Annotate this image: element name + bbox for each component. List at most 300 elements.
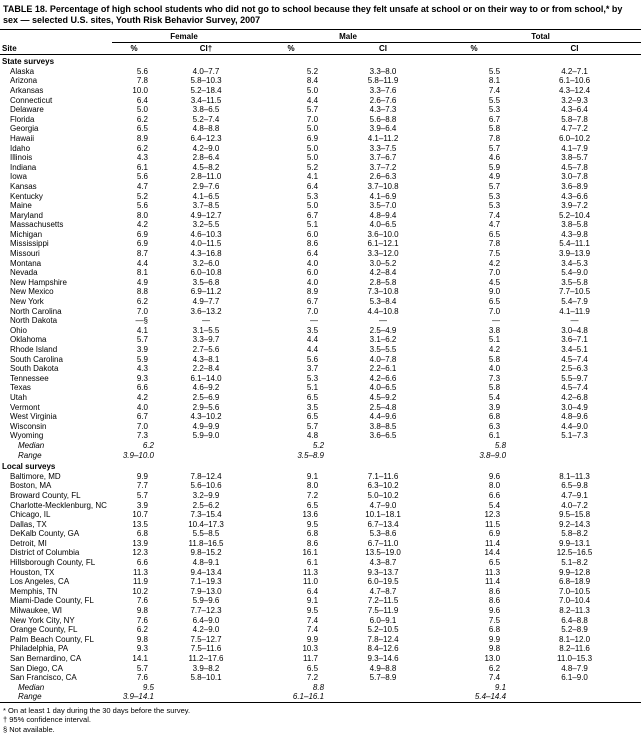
- ci-cell: 4.9–7.7: [192, 297, 220, 307]
- pct-cell: 6.6: [488, 490, 501, 500]
- table-row: [0, 654, 641, 664]
- ci-cell: 11.2–17.6: [188, 654, 224, 663]
- pct-cell: 6.6: [136, 558, 148, 568]
- site-cell: Indiana: [10, 162, 37, 172]
- ci-cell: 3.1–5.5: [192, 325, 220, 335]
- pct-cell: 3.5: [306, 325, 319, 335]
- summary-value-cell: 3.9–14.1: [122, 692, 154, 702]
- pct-cell: 6.4: [306, 586, 319, 596]
- pct-cell: 5.1: [306, 383, 319, 393]
- pct-cell: 5.2: [136, 191, 148, 201]
- pct-cell: 8.0: [136, 210, 148, 220]
- ci-cell: 5.4–11.1: [559, 239, 590, 249]
- ci-cell: 3.0–4.9: [561, 402, 588, 412]
- ci-cell: 3.0–5.2: [369, 258, 397, 268]
- table-row: [0, 577, 641, 587]
- pct-cell: 7.5: [488, 615, 501, 625]
- pct-cell: 5.7: [488, 181, 501, 191]
- pct-cell: 4.3: [136, 364, 148, 374]
- ci-cell: 4.4–9.6: [369, 412, 397, 422]
- pct-cell: 9.8: [136, 606, 148, 616]
- table-row: [0, 67, 641, 77]
- pct-cell: 12.3: [484, 510, 501, 520]
- pct-cell: 7.4: [306, 625, 319, 635]
- site-cell: Massachusetts: [10, 220, 64, 230]
- ci-cell: 6.3–10.2: [367, 481, 399, 491]
- pct-cell: 6.6: [136, 383, 148, 393]
- pct-cell: 5.8: [488, 383, 501, 393]
- table-row: [0, 144, 641, 154]
- summary-row: [0, 451, 641, 461]
- ci-cell: 2.5–6.9: [192, 392, 220, 402]
- table-row: [0, 383, 641, 393]
- ci-cell: 3.6–7.1: [561, 335, 588, 345]
- pct-cell: 4.9: [488, 172, 501, 182]
- pct-cell: 5.0: [306, 153, 319, 163]
- ci-cell: 7.8–12.4: [190, 471, 222, 481]
- site-cell: San Bernardino, CA: [10, 654, 82, 663]
- pct-cell: 8.1: [488, 76, 501, 86]
- pct-cell: 7.7: [136, 481, 148, 491]
- site-cell: Hawaii: [10, 133, 35, 143]
- site-cell: West Virginia: [10, 412, 57, 422]
- ci-cell: 4.0–6.5: [369, 220, 397, 230]
- site-cell: DeKalb County, GA: [10, 529, 80, 539]
- table-row: [0, 501, 641, 511]
- pct-cell: 5.5: [488, 66, 501, 76]
- ci-cell: 3.2–9.9: [192, 490, 220, 500]
- ci-cell: 7.1–19.3: [190, 577, 222, 587]
- table-row: [0, 520, 641, 530]
- ci-cell: 3.8–5.8: [561, 220, 588, 230]
- ci-cell: 6.1–14.0: [190, 373, 222, 383]
- table-row: [0, 568, 641, 578]
- pct-cell: 4.0: [306, 258, 319, 268]
- pct-cell: 6.5: [306, 663, 319, 673]
- ci-cell: 6.4–9.0: [192, 615, 220, 625]
- pct-cell: 4.2: [488, 258, 501, 268]
- table-row: [0, 230, 641, 240]
- pct-cell: 6.8: [488, 412, 501, 422]
- ci-cell: 5.2–18.4: [190, 85, 222, 95]
- ci-cell: 6.1–12.1: [367, 239, 399, 249]
- pct-cell: 3.7: [306, 364, 319, 374]
- site-cell: Texas: [10, 383, 31, 393]
- ci-cell: 2.5–4.9: [369, 325, 397, 335]
- pct-cell: 5.6: [306, 354, 319, 364]
- table-row: [0, 287, 641, 297]
- pct-cell: 4.2: [136, 220, 148, 230]
- ci-cell: 4.8–8.8: [192, 124, 220, 134]
- ci-cell: 4.1–6.5: [192, 191, 220, 201]
- pct-cell: 4.6: [488, 153, 501, 163]
- pct-cell: 7.0: [136, 421, 148, 431]
- ci-cell: 5.6–10.6: [190, 481, 222, 491]
- ci-cell: 3.9–6.4: [369, 124, 397, 134]
- pct-cell: 3.9: [136, 500, 148, 510]
- ci-cell: 6.7–13.4: [367, 519, 399, 529]
- pct-cell: 13.9: [132, 538, 148, 548]
- table-row: [0, 472, 641, 482]
- pct-cell: 7.0: [306, 114, 319, 124]
- summary-empty-cell: [326, 683, 440, 693]
- ci-cell: 3.5–5.5: [369, 345, 397, 354]
- pct-cell: 4.5: [488, 277, 501, 287]
- ci-cell: 10.4–17.3: [188, 519, 224, 529]
- pct-cell: 4.9: [136, 277, 148, 287]
- site-cell: Chicago, IL: [10, 510, 51, 520]
- pct-cell: 6.8: [488, 625, 501, 635]
- pct-cell: 5.7: [136, 490, 148, 500]
- ci-cell: 6.7–11.0: [367, 538, 399, 548]
- ci-cell: 2.8–11.0: [190, 172, 222, 182]
- ci-cell: —: [202, 316, 210, 326]
- summary-value-cell: 6.1–16.1: [292, 692, 325, 702]
- ci-cell: 3.3–8.0: [369, 66, 397, 76]
- ci-cell: 4.4–9.0: [561, 421, 588, 431]
- table-row: [0, 249, 641, 259]
- ci-cell: 3.7–8.5: [192, 201, 220, 211]
- pct-cell: 6.8: [136, 529, 148, 539]
- site-cell: Kansas: [10, 181, 37, 191]
- pct-cell: 9.3: [136, 644, 148, 654]
- table-row: [0, 76, 641, 86]
- pct-cell: 4.0: [306, 277, 319, 287]
- pct-cell: 11.4: [485, 577, 501, 587]
- ci-cell: 9.8–15.2: [190, 548, 222, 558]
- table-row: [0, 345, 641, 355]
- table-row: [0, 616, 641, 626]
- ci-cell: 2.8–6.4: [192, 153, 220, 163]
- table-row: [0, 539, 641, 549]
- pct-cell: 7.2: [306, 490, 319, 500]
- site-cell: Memphis, TN: [10, 586, 58, 596]
- col-header-male-pct: %: [256, 42, 326, 55]
- ci-cell: 3.5–5.8: [561, 277, 588, 287]
- table-row: [0, 510, 641, 520]
- ci-cell: 3.3–9.7: [192, 335, 220, 345]
- ci-cell: 9.3–13.7: [367, 567, 399, 577]
- ci-cell: 12.5–16.5: [556, 548, 593, 558]
- ci-cell: 6.0–19.5: [367, 577, 399, 587]
- ci-cell: 3.9–13.9: [558, 249, 591, 259]
- pct-cell: 5.3: [488, 201, 501, 211]
- pct-cell: 3.8: [488, 325, 501, 335]
- site-cell: Rhode Island: [10, 345, 58, 354]
- table-row: [0, 115, 641, 125]
- summary-empty-cell: [156, 451, 256, 461]
- ci-cell: 3.7–10.8: [367, 181, 399, 191]
- pct-cell: 7.5: [488, 249, 501, 259]
- pct-cell: 8.0: [488, 481, 501, 491]
- pct-cell: 7.4: [488, 673, 501, 683]
- site-cell: Hillsborough County, FL: [10, 558, 96, 568]
- summary-empty-cell: [326, 451, 440, 461]
- ci-cell: 6.8–18.9: [558, 577, 591, 587]
- pct-cell: 6.2: [136, 625, 148, 635]
- summary-empty-cell: [508, 441, 641, 451]
- ci-cell: 7.2–11.5: [367, 596, 399, 606]
- pct-cell: 4.4: [306, 95, 319, 105]
- pct-cell: 11.5: [485, 519, 501, 529]
- footnote-days: * On at least 1 day during the 30 days before the survey.: [3, 705, 191, 715]
- summary-row: [0, 441, 641, 451]
- site-cell: Illinois: [10, 153, 33, 163]
- ci-cell: 4.2–7.1: [561, 66, 588, 76]
- pct-cell: 7.0: [306, 306, 319, 316]
- ci-cell: 3.0–4.8: [561, 325, 588, 335]
- pct-cell: 7.0: [488, 268, 501, 278]
- ci-cell: 2.9–7.6: [192, 181, 220, 191]
- pct-cell: 5.7: [488, 143, 501, 153]
- ci-cell: 2.2–8.4: [192, 364, 220, 374]
- ci-cell: 4.3–8.1: [192, 354, 220, 364]
- site-cell: Dallas, TX: [10, 519, 47, 529]
- ci-cell: 4.0–6.5: [369, 383, 397, 393]
- pct-cell: 8.4: [306, 76, 319, 86]
- pct-cell: 4.2: [488, 345, 501, 354]
- pct-cell: 5.4: [488, 500, 501, 510]
- table-row: [0, 96, 641, 106]
- ci-cell: 5.7–8.9: [369, 673, 397, 683]
- pct-cell: 6.7: [488, 114, 501, 124]
- table-row: [0, 412, 641, 422]
- pct-cell: 6.5: [136, 124, 148, 134]
- site-cell: Maryland: [10, 210, 43, 220]
- pct-cell: 3.9: [488, 402, 501, 412]
- ci-cell: 7.9–13.0: [190, 586, 222, 596]
- ci-cell: 11.0–15.3: [557, 654, 593, 663]
- table-row: [0, 364, 641, 374]
- site-cell: San Francisco, CA: [10, 673, 77, 683]
- group-header-male: Male: [256, 30, 440, 43]
- site-cell: Los Angeles, CA: [10, 577, 70, 587]
- ci-cell: 3.9–7.2: [561, 201, 588, 211]
- summary-empty-cell: [156, 683, 256, 693]
- summary-row: [0, 692, 641, 702]
- ci-cell: 5.2–10.4: [558, 210, 591, 220]
- pct-cell: —: [310, 316, 319, 326]
- pct-cell: 7.6: [136, 596, 148, 606]
- ci-cell: 4.7–9.1: [561, 490, 588, 500]
- pct-cell: 10.0: [132, 85, 148, 95]
- table-row: [0, 422, 641, 432]
- pct-cell: 6.5: [488, 229, 501, 239]
- pct-cell: 7.4: [488, 85, 501, 95]
- ci-cell: 2.5–6.3: [561, 364, 588, 374]
- site-cell: Georgia: [10, 124, 39, 134]
- summary-value-cell: 9.1: [494, 682, 507, 692]
- ci-cell: 4.1–6.9: [369, 191, 397, 201]
- ci-cell: 5.8–10.3: [190, 76, 222, 86]
- ci-cell: 4.9–9.9: [192, 421, 220, 431]
- pct-cell: 6.1: [488, 431, 501, 441]
- site-cell: Tennessee: [10, 373, 49, 383]
- pct-cell: 6.9: [136, 239, 148, 249]
- ci-cell: 5.8–10.1: [190, 673, 222, 683]
- pct-cell: 6.8: [306, 529, 319, 539]
- ci-cell: 4.2–9.0: [192, 143, 220, 153]
- ci-cell: 5.6–8.8: [369, 114, 397, 124]
- table-body: [0, 55, 641, 703]
- site-cell: Michigan: [10, 229, 43, 239]
- summary-label-cell: Range: [18, 692, 42, 702]
- pct-cell: 7.0: [488, 306, 501, 316]
- ci-cell: 4.8–7.9: [561, 663, 588, 673]
- summary-label-cell: Median: [18, 682, 45, 692]
- site-cell: Maine: [10, 201, 32, 211]
- table-row: [0, 355, 641, 365]
- site-cell: New Hampshire: [10, 277, 67, 287]
- table-row: [0, 134, 641, 144]
- pct-cell: 5.7: [306, 105, 319, 115]
- pct-cell: 5.6: [136, 172, 148, 182]
- pct-cell: —: [492, 316, 501, 326]
- pct-cell: 4.4: [136, 258, 148, 268]
- pct-cell: 9.9: [488, 634, 501, 644]
- pct-cell: 8.9: [306, 287, 319, 297]
- ci-cell: 4.0–7.2: [561, 500, 588, 510]
- pct-cell: 7.3: [136, 431, 148, 441]
- table-row: [0, 481, 641, 491]
- summary-value-cell: 8.8: [312, 682, 325, 692]
- group-header-spacer: [0, 30, 112, 43]
- ci-cell: 4.2–8.4: [369, 268, 397, 278]
- ci-cell: 7.0–10.4: [558, 596, 591, 606]
- ci-cell: 5.9–9.6: [192, 596, 220, 606]
- group-header-row: [0, 30, 641, 43]
- pct-cell: 4.3: [136, 153, 148, 163]
- ci-cell: 6.4–8.8: [561, 615, 588, 625]
- pct-cell: 8.8: [136, 287, 148, 297]
- site-cell: North Carolina: [10, 306, 62, 316]
- ci-cell: 4.5–9.2: [369, 392, 397, 402]
- ci-cell: 5.8–11.9: [367, 76, 399, 86]
- site-cell: Kentucky: [10, 191, 43, 201]
- ci-cell: 4.2–6.6: [369, 373, 397, 383]
- footnote-ci: † 95% confidence interval.: [3, 715, 91, 725]
- site-cell: New Mexico: [10, 287, 54, 297]
- ci-cell: 3.4–5.1: [561, 345, 588, 354]
- ci-cell: 13.5–19.0: [365, 548, 401, 558]
- ci-cell: 4.8–9.4: [369, 210, 397, 220]
- pct-cell: 4.1: [136, 325, 148, 335]
- ci-cell: 3.3–7.6: [369, 85, 397, 95]
- pct-cell: 6.5: [306, 412, 319, 422]
- pct-cell: 6.7: [306, 210, 319, 220]
- pct-cell: 5.3: [488, 191, 501, 201]
- ci-cell: 5.8–8.2: [561, 529, 588, 539]
- pct-cell: 7.8: [488, 239, 501, 249]
- site-cell: Boston, MA: [10, 481, 52, 491]
- section-label: Local surveys: [2, 462, 56, 472]
- pct-cell: 6.3: [488, 421, 501, 431]
- table-row: [0, 201, 641, 211]
- ci-cell: 3.6–8.9: [561, 181, 588, 191]
- ci-cell: 3.3–7.5: [369, 143, 397, 153]
- pct-cell: 5.0: [136, 105, 148, 115]
- pct-cell: 5.7: [136, 663, 148, 673]
- col-header-site: Site: [0, 42, 112, 55]
- table-row: [0, 211, 641, 221]
- site-cell: Nevada: [10, 268, 38, 278]
- pct-cell: 5.0: [306, 124, 319, 134]
- pct-cell: 8.7: [136, 249, 148, 259]
- site-cell: New York: [10, 297, 44, 307]
- site-cell: Missouri: [10, 249, 40, 259]
- ci-cell: 3.8–5.7: [561, 153, 588, 163]
- ci-cell: 6.0–9.1: [369, 615, 397, 625]
- ci-cell: 5.5–8.5: [192, 529, 220, 539]
- ci-cell: 3.8–8.5: [369, 421, 397, 431]
- ci-cell: 5.1–8.2: [561, 558, 588, 568]
- site-cell: South Carolina: [10, 354, 63, 364]
- pct-cell: 4.1: [306, 172, 319, 182]
- pct-cell: 7.8: [488, 133, 501, 143]
- pct-cell: 11.3: [485, 567, 501, 577]
- table-row: [0, 259, 641, 269]
- summary-empty-cell: [326, 441, 440, 451]
- ci-cell: 4.3–6.4: [561, 105, 588, 115]
- pct-cell: 7.4: [306, 615, 319, 625]
- ci-cell: 3.7–6.7: [369, 153, 397, 163]
- table-row: [0, 316, 641, 326]
- summary-empty-cell: [156, 441, 256, 451]
- summary-empty-cell: [156, 692, 256, 702]
- pct-cell: 6.5: [306, 500, 319, 510]
- pct-cell: 6.5: [488, 558, 501, 568]
- table-row: [0, 326, 641, 336]
- pct-cell: 9.0: [488, 287, 501, 297]
- pct-cell: 5.8: [488, 124, 501, 134]
- site-cell: New York City, NY: [10, 615, 75, 625]
- ci-cell: 7.7–10.5: [558, 287, 591, 297]
- summary-value-cell: 3.5–8.9: [297, 450, 325, 460]
- ci-cell: 2.5–4.8: [369, 402, 397, 412]
- ci-cell: 4.3–6.6: [561, 191, 588, 201]
- ci-cell: 5.3–8.6: [369, 529, 397, 539]
- pct-cell: 4.8: [306, 431, 319, 441]
- table-row: [0, 431, 641, 441]
- ci-cell: 6.1–9.0: [561, 673, 588, 683]
- col-header-total-ci: CI: [508, 42, 641, 55]
- ci-cell: 5.2–8.9: [561, 625, 588, 635]
- pct-cell: 6.2: [136, 114, 148, 124]
- pct-cell: 9.3: [136, 373, 148, 383]
- summary-empty-cell: [508, 683, 641, 693]
- site-cell: Milwaukee, WI: [10, 606, 63, 616]
- pct-cell: 5.9: [488, 162, 501, 172]
- table-row: [0, 548, 641, 558]
- pct-cell: 5.2: [306, 66, 319, 76]
- table-row: [0, 625, 641, 635]
- pct-cell: 6.1: [306, 558, 319, 568]
- section-header-row: [0, 460, 641, 472]
- ci-cell: 3.6–6.5: [369, 431, 397, 441]
- site-cell: Mississippi: [10, 239, 49, 249]
- ci-cell: 4.5–7.8: [561, 162, 588, 172]
- pct-cell: 12.3: [132, 548, 148, 558]
- ci-cell: 4.7–8.7: [369, 586, 397, 596]
- ci-cell: 3.6–10.0: [367, 229, 399, 239]
- site-cell: Charlotte-Mecklenburg, NC: [10, 500, 107, 510]
- table-row: [0, 124, 641, 134]
- ci-cell: 9.2–14.3: [558, 519, 591, 529]
- ci-cell: 7.3–15.4: [190, 510, 222, 520]
- summary-value-cell: 5.4–14.4: [474, 692, 507, 702]
- ci-cell: 4.6–10.3: [190, 229, 222, 239]
- pct-cell: 11.9: [133, 577, 148, 587]
